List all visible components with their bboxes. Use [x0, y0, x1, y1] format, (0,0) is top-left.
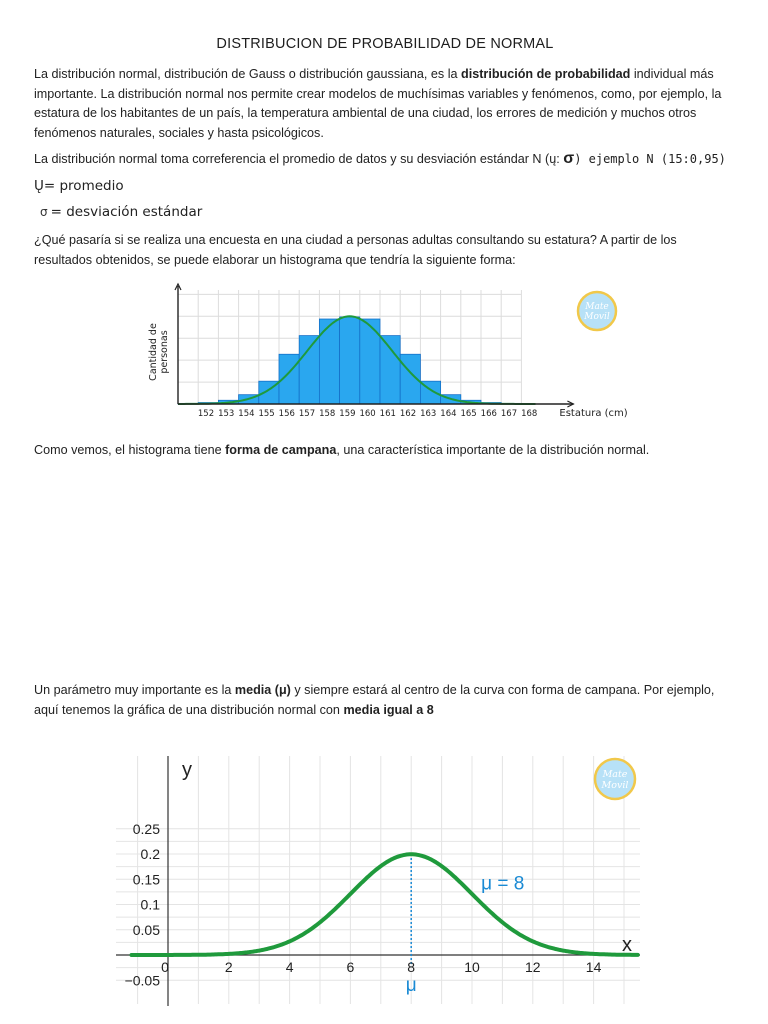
histogram-tick-161: 161 — [379, 409, 396, 419]
histogram-tick-155: 155 — [258, 409, 275, 419]
normal-distribution-chart — [116, 748, 646, 1010]
mean-bold-term: media (μ) — [234, 683, 291, 697]
document-title: DISTRIBUCION DE PROBABILIDAD DE NORMAL — [216, 36, 554, 52]
normal-y-tick-−0.05: −0.05 — [124, 972, 160, 989]
definition-mean: Ų= promedio — [34, 178, 124, 194]
intro-paragraph — [34, 65, 736, 143]
histogram-bar-158 — [299, 336, 319, 404]
normal-x-tick-4: 4 — [285, 959, 294, 975]
histogram-y-label-line1: Cantidad de — [148, 323, 159, 381]
survey-paragraph: ¿Qué pasaría si se realiza una encuesta en una ciudad a personas adultas consultando su estatura? A partir de los resultados obtenidos, se puede elaborar un histograma que tendría la siguiente forma: — [34, 233, 677, 267]
notation-sigma: σ — [563, 150, 575, 167]
definition-std-dev — [40, 204, 202, 220]
normal-grid — [116, 756, 640, 1004]
histogram-tick-168: 168 — [521, 409, 538, 419]
histogram-tick-166: 166 — [480, 409, 497, 419]
definition-std-dev-text: = desviación estándar — [50, 204, 203, 220]
notation-text-a: La distribución normal toma correferencia el promedio de datos y su desviación estándar N ( — [34, 152, 550, 166]
normal-y-tick-0.25: 0.25 — [132, 820, 160, 837]
normal-x-tick-2: 2 — [224, 959, 233, 975]
histogram-tick-labels — [198, 409, 537, 419]
logo-2-text-line2: Movil — [601, 780, 629, 791]
intro-text-a: La distribución normal, distribución de Gauss o distribución gaussiana, es la — [34, 67, 462, 81]
histogram-bar-160 — [340, 317, 360, 404]
bell-text-a: Como vemos, el histograma tiene — [34, 443, 226, 457]
notation-example: ) ejemplo N (15:0,95) — [574, 152, 726, 166]
normal-x-tick-8: 8 — [407, 959, 416, 975]
intro-bold-term: distribución de probabilidad — [461, 67, 631, 81]
normal-axes — [116, 756, 640, 1006]
mean-text-c: y siempre estará al centro de la curva con forma de campana. Por ejemplo, aquí tenemos la gráfica de una distribución normal con — [34, 683, 715, 717]
sigma-symbol: σ — [40, 205, 48, 219]
normal-x-tick-12: 12 — [525, 959, 541, 975]
normal-y-tick-0.15: 0.15 — [132, 871, 160, 888]
histogram-tick-160: 160 — [359, 409, 376, 419]
histogram-tick-167: 167 — [500, 409, 518, 419]
bell-shape-paragraph — [34, 441, 736, 461]
height-histogram-chart — [144, 282, 634, 422]
logo-text-line1: Mate — [585, 302, 609, 312]
mu-equals-label: μ = 8 — [481, 873, 525, 895]
histogram-y-label-line2: personas — [159, 330, 170, 374]
normal-y-tick-0.05: 0.05 — [132, 921, 160, 938]
mu-axis-label: μ — [405, 975, 417, 996]
histogram-tick-157: 157 — [298, 409, 316, 419]
normal-y-tick-0.1: 0.1 — [140, 896, 160, 913]
histogram-tick-154: 154 — [238, 409, 255, 419]
normal-x-tick-14: 14 — [585, 959, 602, 975]
mean-paragraph — [34, 681, 736, 720]
histogram-tick-164: 164 — [440, 409, 457, 419]
mean-text-a: Un parámetro muy importante es la — [34, 683, 235, 697]
histogram-tick-158: 158 — [319, 409, 336, 419]
histogram-tick-152: 152 — [197, 409, 215, 419]
histogram-tick-165: 165 — [460, 409, 477, 419]
bell-text-c: , una característica importante de la distribución normal. — [336, 443, 650, 457]
histogram-bar-162 — [380, 336, 400, 404]
histogram-tick-156: 156 — [278, 409, 295, 419]
histogram-x-label: Estatura (cm) — [559, 408, 628, 419]
matemovil-logo — [576, 290, 618, 332]
normal-y-tick-0.2: 0.2 — [140, 846, 160, 862]
normal-x-tick-0: 0 — [161, 959, 169, 975]
histogram-tick-159: 159 — [339, 409, 356, 419]
notation-mu: ų: — [549, 152, 564, 166]
normal-x-tick-10: 10 — [464, 959, 480, 975]
histogram-tick-163: 163 — [420, 409, 437, 419]
bell-bold-term: forma de campana — [225, 443, 337, 457]
intro-text-c: individual más importante. La distribución normal nos permite crear modelos de muchísimas variables y fenómenos, como, por ejemplo, la estatura de los habitantes de un país, la temperatura ambiental de una ciudad, los errores de medición y muchos otros fenómenos naturales, sociales y hasta psicológicos. — [34, 67, 722, 140]
logo-2-text-line1: Mate — [602, 769, 628, 780]
mean-bold-value: media igual a 8 — [343, 702, 434, 717]
histogram-tick-153: 153 — [218, 409, 235, 419]
matemovil-logo-2 — [592, 756, 638, 802]
normal-x-tick-6: 6 — [346, 959, 355, 975]
normal-x-label: x — [622, 934, 632, 956]
normal-y-label: y — [182, 759, 192, 781]
notation-paragraph — [34, 149, 736, 170]
histogram-tick-162: 162 — [399, 409, 417, 419]
logo-text-line2: Movil — [584, 312, 610, 322]
